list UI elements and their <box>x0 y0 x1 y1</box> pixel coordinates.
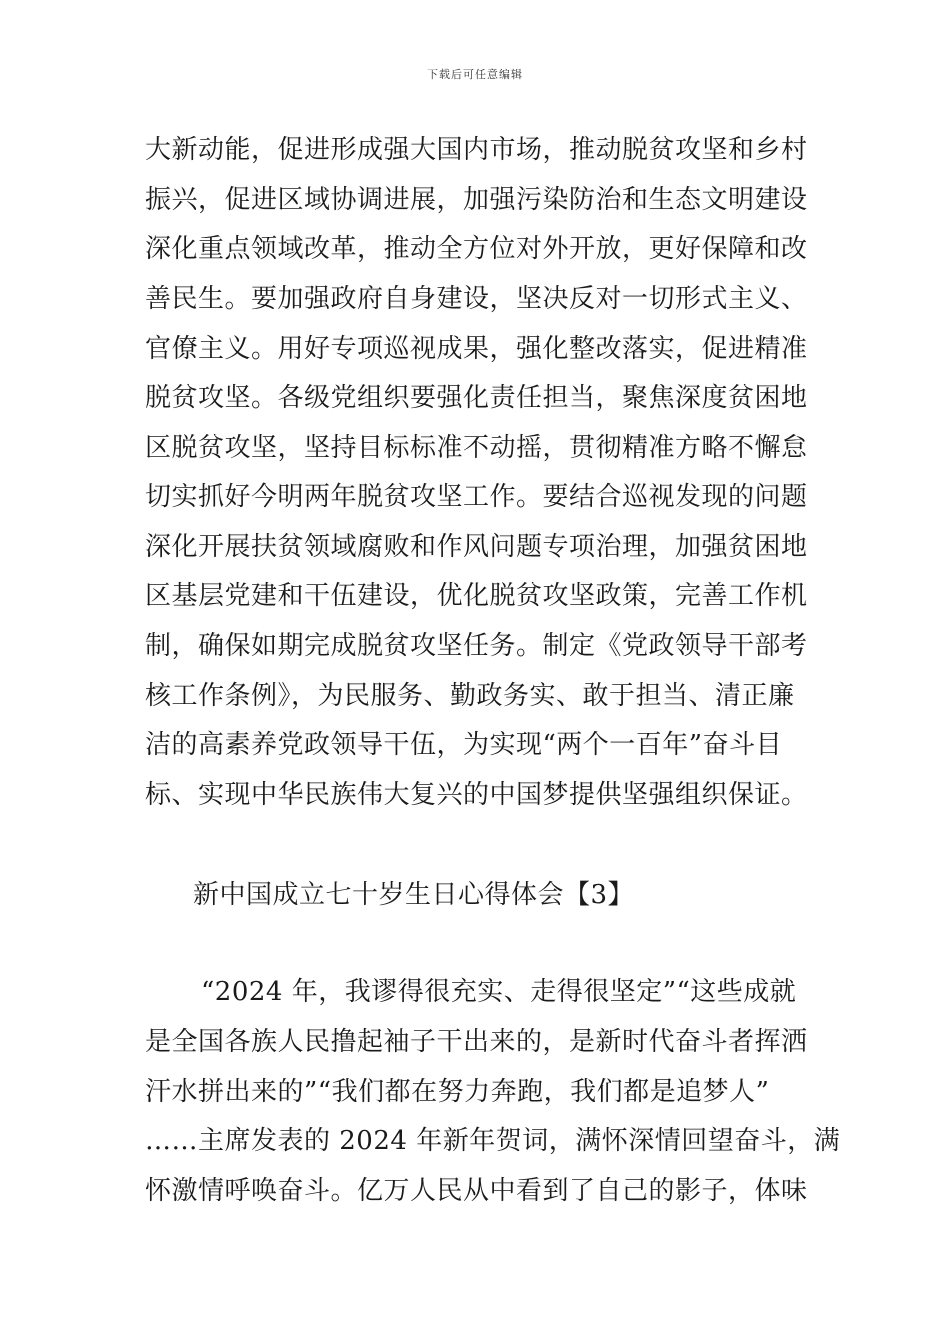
paragraph-1-line: 官僚主义。用好专项巡视成果，强化整改落实，促进精准 <box>145 334 808 364</box>
paragraph-1-line: 振兴，促进区域协调进展，加强污染防治和生态文明建设 <box>145 185 808 215</box>
paragraph-1-line: 脱贫攻坚。各级党组织要强化责任担当，聚焦深度贫困地 <box>145 383 808 413</box>
paragraph-2-line: 是全国各族人民撸起袖子干出来的，是新时代奋斗者挥洒 <box>145 1027 808 1057</box>
paragraph-1-line: 制，确保如期完成脱贫攻坚任务。制定《党政领导干部考 <box>145 631 808 661</box>
paragraph-1-line: 核工作条例》，为民服务、勤政务实、敢于担当、清正廉 <box>145 681 795 711</box>
paragraph-1-line: 深化开展扶贫领域腐败和作风问题专项治理，加强贫困地 <box>145 532 808 562</box>
paragraph-1-line: 深化重点领域改革，推动全方位对外开放，更好保障和改 <box>145 234 808 264</box>
paragraph-1-line: 标、实现中华民族伟大复兴的中国梦提供坚强组织保证。 <box>145 780 808 810</box>
page-header-note: 下载后可任意编辑 <box>427 68 523 81</box>
paragraph-2-line: 汗水拼出来的”“我们都在努力奔跑，我们都是追梦人” <box>145 1077 770 1107</box>
paragraph-2-line: 怀激情呼唤奋斗。亿万人民从中看到了自己的影子，体味 <box>145 1176 808 1206</box>
paragraph-1-line: 区基层党建和干伍建设，优化脱贫攻坚政策，完善工作机 <box>145 581 808 611</box>
paragraph-1-line: 善民生。要加强政府自身建设，坚决反对一切形式主义、 <box>145 284 808 314</box>
paragraph-2-line: ……主席发表的 2024 年新年贺词，满怀深情回望奋斗，满 <box>145 1126 841 1156</box>
paragraph-1-line: 洁的高素养党政领导干伍，为实现“两个一百年”奋斗目 <box>145 730 783 760</box>
paragraph-2-line: “2024 年，我谬得很充实、走得很坚定”“这些成就 <box>201 977 797 1007</box>
section-heading: 新中国成立七十岁生日心得体会【3】 <box>193 880 635 910</box>
paragraph-1-line: 大新动能，促进形成强大国内市场，推动脱贫攻坚和乡村 <box>145 135 808 165</box>
paragraph-1-line: 切实抓好今明两年脱贫攻坚工作。要结合巡视发现的问题 <box>145 482 808 512</box>
paragraph-1-line: 区脱贫攻坚，坚持目标标准不动摇，贯彻精准方略不懈怠 <box>145 433 808 463</box>
